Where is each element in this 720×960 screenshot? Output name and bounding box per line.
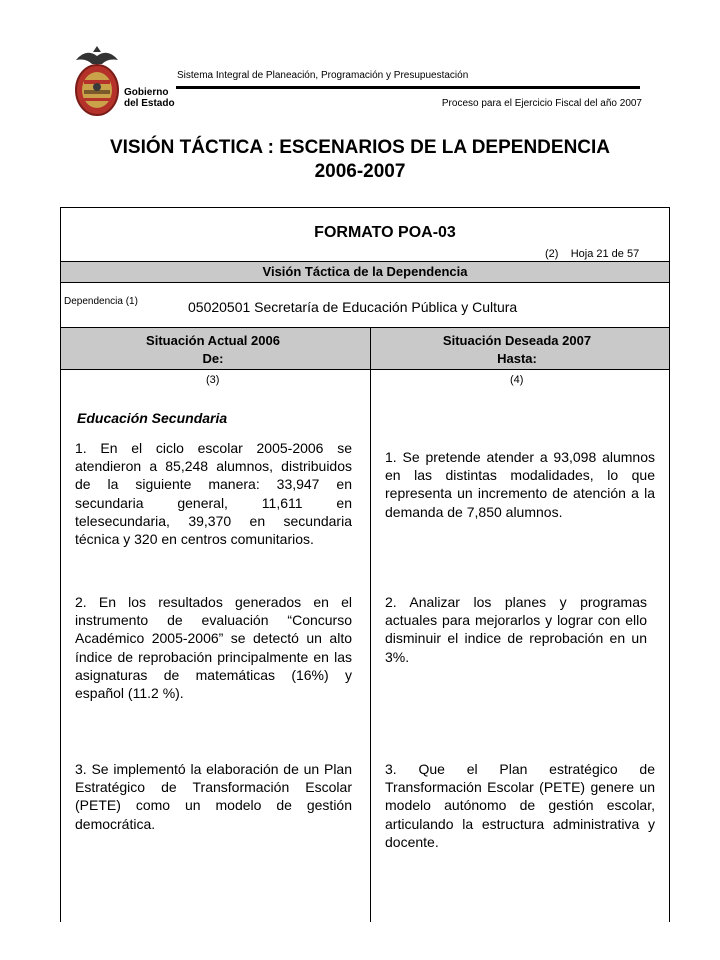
right-header-line1: Situación Deseada 2007 [442, 333, 592, 348]
government-label [124, 87, 175, 109]
left-header-line2: De: [202, 351, 224, 366]
right-column-header [365, 332, 669, 368]
left-item-3: 3. Se implementó la elaboración de un Plan Estratégico de Transformación Escolar (PETE) como un modelo de gestión democrática. [75, 761, 352, 832]
right-column-ref: (4) [510, 374, 524, 386]
left-column-ref: (3) [206, 374, 220, 386]
gobierno-line1: Gobierno [124, 87, 169, 98]
header-divider [176, 86, 640, 89]
left-header-line1: Situación Actual 2006 [146, 333, 280, 348]
column-divider [370, 327, 371, 922]
right-item-1: 1. Se pretende atender a 93,098 alumnos en las distintas modalidades, lo que representa un incremento de atención a la demanda de 7,850 alumnos. [385, 449, 655, 520]
right-item-2: 2. Analizar los planes y programas actuales para mejorarlos y lograr con ello disminuir el indice de reprobación en un 3%. [385, 594, 647, 665]
right-item-3: 3. Que el Plan estratégico de Transformación Escolar (PETE) genere un modelo autónomo de gestión escolar, articulando la estructura administrativa y docente. [385, 761, 655, 850]
title-line2: 2006-2007 [314, 161, 406, 182]
section-subtitle: Educación Secundaria [77, 410, 228, 426]
left-item-2: 2. En los resultados generados en el instrumento de evaluación “Concurso Académico 2005-2006” se detectó un alto índice de reprobación principalmente en las asignaturas de matemáticas (16%) y español (11.2 %). [75, 594, 352, 702]
process-label: Proceso para el Ejercicio Fiscal del año 2007 [441, 98, 642, 109]
dependency-value: 05020501 Secretaría de Educación Pública y Cultura [188, 299, 518, 315]
left-item-1: 1. En el ciclo escolar 2005-2006 se atendieron a 85,248 alumnos, distribuidos de la siguiente manera: 33,947 en secundaria general, 11,611 en telesecundaria, 39,370 en secundaria técnica y 320 en centros comunitarios. [75, 440, 352, 548]
state-coat-of-arms-icon [72, 46, 122, 116]
left-column-header [61, 332, 365, 368]
page-title [0, 136, 720, 184]
title-line1: VISIÓN TÁCTICA : ESCENARIOS DE LA DEPENDENCIA [109, 137, 611, 158]
right-header-line2: Hasta: [497, 351, 537, 366]
sheet-count: Hoja 21 de 57 [570, 248, 640, 260]
gobierno-line2: del Estado [124, 98, 175, 109]
section-band: Visión Táctica de la Dependencia [61, 261, 669, 283]
columns-header-band [61, 327, 669, 370]
dependency-label: Dependencia (1) [64, 296, 138, 307]
form-name: FORMATO POA-03 [314, 224, 456, 241]
system-name: Sistema Integral de Planeación, Programación y Presupuestación [177, 70, 469, 81]
sheet-number [545, 248, 639, 260]
sheet-ref: (2) [545, 248, 559, 260]
